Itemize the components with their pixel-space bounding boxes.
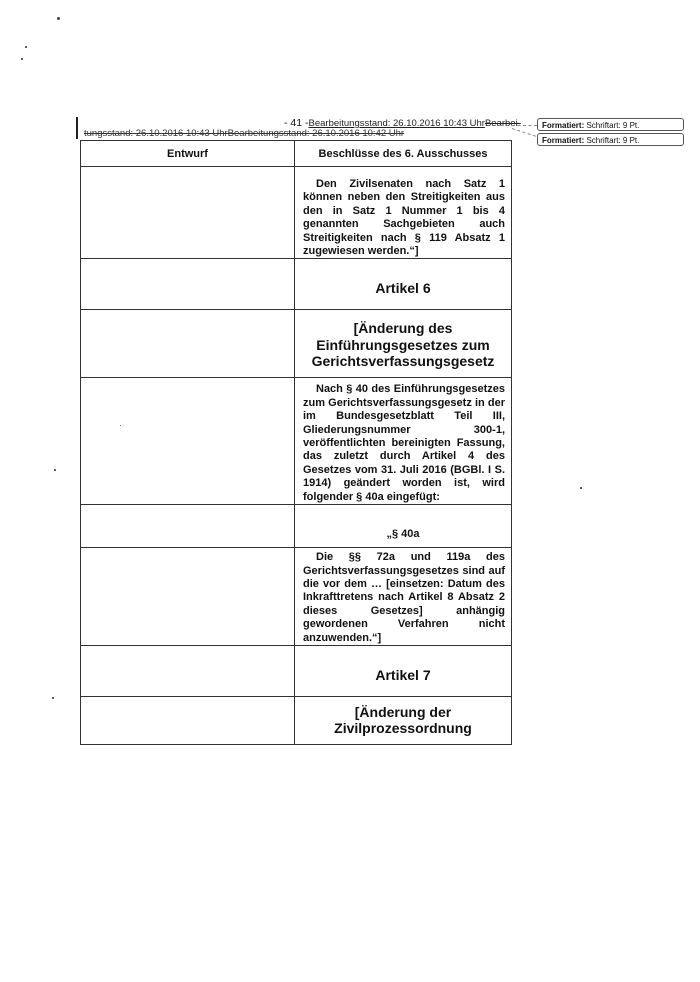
comment-label: Formatiert: [542, 121, 585, 130]
comment-label: Formatiert: [542, 136, 585, 145]
left-cell [81, 378, 295, 505]
left-cell [81, 167, 295, 259]
status-deleted-a: Bearbei- [484, 118, 521, 129]
scan-speck [580, 487, 582, 489]
page-header-cont [84, 128, 404, 139]
table-row [81, 167, 512, 259]
format-comment-2[interactable] [537, 133, 684, 146]
synopsis-table [80, 140, 512, 745]
article-title: [Änderung der Zivilprozessordnung [334, 703, 472, 737]
right-cell [295, 259, 512, 310]
left-cell [81, 505, 295, 548]
scan-speck [25, 46, 27, 48]
section-heading: „§ 40a [386, 528, 420, 541]
paragraph-text: Den Zivilsenaten nach Satz 1 können neben den Streitigkeiten aus den in Satz 1 Nummer 1 bis 4 genannten Sachgebieten auch Streitigkeiten nach § 119 Absatz 1 zugewiesen werden.“] [303, 178, 505, 258]
table-row [81, 259, 512, 310]
paragraph-text: Die §§ 72a und 119a des Gerichtsverfassungsgesetzes sind auf die vor dem … [einsetzen: Datum des Inkrafttretens nach Artikel 8 Absatz 2 dieses Gesetzes] anhängig gewordenen Verfahren nicht anzuwenden.“] [303, 551, 505, 644]
comment-leader [512, 128, 536, 137]
scan-speck [52, 697, 54, 699]
column-header-entwurf: Entwurf [81, 141, 295, 167]
scan-speck [54, 469, 56, 471]
comment-text: Schriftart: 9 Pt. [586, 121, 640, 130]
article-title: [Änderung des Einführungsgesetzes zum Gerichtsverfassungsgesetz [311, 320, 495, 370]
status-deleted-c: Bearbeitungsstand: 26.10.2016 10:42 Uhr [227, 128, 405, 139]
left-cell [81, 548, 295, 646]
article-heading: Artikel 6 [375, 280, 431, 297]
right-cell [295, 696, 512, 744]
table-row [81, 696, 512, 744]
format-comment-1[interactable] [537, 118, 684, 131]
right-cell [295, 548, 512, 646]
right-cell [295, 310, 512, 378]
article-heading: Artikel 7 [375, 666, 431, 683]
scan-speck [57, 17, 60, 20]
table-header-row [81, 141, 512, 167]
table-row [81, 645, 512, 696]
table-row [81, 505, 512, 548]
status-deleted-b: tungsstand: 26.10.2016 10:43 Uhr [84, 128, 228, 139]
right-cell [295, 645, 512, 696]
left-cell [81, 645, 295, 696]
scan-speck [21, 58, 23, 60]
comment-leader [512, 125, 537, 126]
left-cell [81, 259, 295, 310]
paragraph-text: Nach § 40 des Einführungsgesetzes zum Gerichtsverfassungsgesetz in der im Bundesgesetzblatt Teil III, Gliederungsnummer 300-1, veröffentlichten bereinigten Fassung, das zuletzt durch Artikel 4 des Gesetzes vom 31. Juli 2016 (BGBl. I S. 1914) geändert worden ist, wird folgender § 40a eingefügt: [303, 383, 505, 503]
table-row [81, 378, 512, 505]
table-row [81, 310, 512, 378]
right-cell [295, 167, 512, 259]
change-bar [76, 117, 78, 139]
page-number: - 41 - [284, 117, 309, 129]
column-header-beschluesse: Beschlüsse des 6. Ausschusses [295, 141, 512, 167]
right-cell [295, 505, 512, 548]
comment-text: Schriftart: 9 Pt. [586, 136, 640, 145]
right-cell [295, 378, 512, 505]
table-row [81, 548, 512, 646]
status-inserted: Bearbeitungsstand: 26.10.2016 10:43 Uhr [308, 118, 485, 129]
left-cell [81, 696, 295, 744]
left-cell [81, 310, 295, 378]
